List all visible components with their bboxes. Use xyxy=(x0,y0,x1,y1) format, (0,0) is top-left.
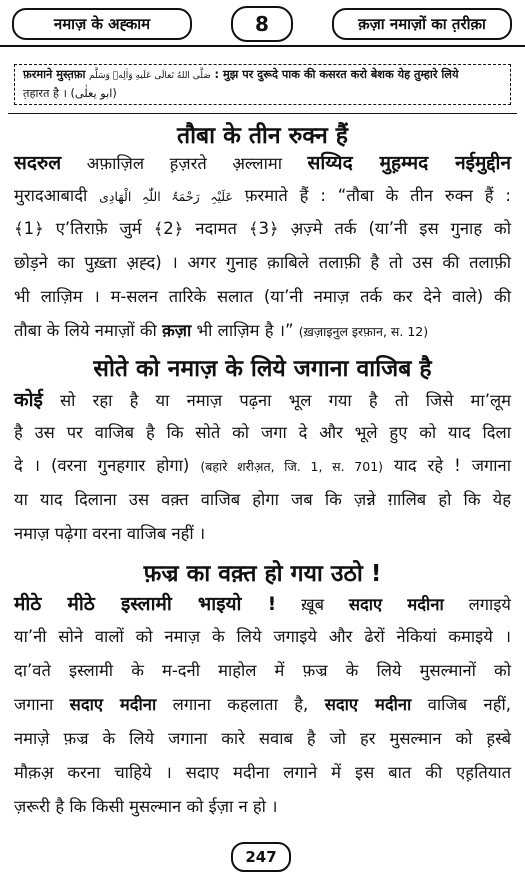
body-text: या याद दिलाना उस वक़्त वाजिब होगा जब कि ज़न्ने ग़ालिब हो कि येह xyxy=(14,490,511,509)
text-line xyxy=(14,386,511,412)
notice-arabic-salutation: صَلَّى اللهُ تَعالَى عَلَيهِ وَاٰلِهٖ وَسَلَّم xyxy=(89,71,211,81)
text-line xyxy=(14,624,511,647)
emphasis-text: सदाए मदीना xyxy=(69,695,157,714)
body-text: मौक़अ़ करना चाहिये । सदाए मदीना लगाने में इस बात की एह़तियात xyxy=(14,763,511,782)
body-text: ख़ूब xyxy=(276,595,349,614)
header-chapter-number: 8 xyxy=(231,6,293,42)
body-text: जगाना xyxy=(14,695,70,714)
text-line xyxy=(14,590,511,616)
emphasis-text: सदाए मदीना xyxy=(348,595,444,614)
body-text: अफ़ाज़िल ह़ज़रते अ़ल्लामा xyxy=(61,154,308,173)
text-line xyxy=(14,284,511,307)
hadith-notice-box xyxy=(14,64,511,105)
notice-line-2: त़हारत है । (ابو یعلٰی) xyxy=(23,87,117,100)
notice-line-1 xyxy=(23,66,502,85)
section-heading: तौबा के तीन रुक्न हैं xyxy=(176,123,349,149)
citation-text: (ख़ज़ाइनुल इरफ़ान, स. 12) xyxy=(298,324,429,339)
body-text: भी लाज़िम । म-सलन तारिके सलात (या’नी नमाज़ तर्क कर देने वाले) की xyxy=(14,287,511,306)
text-line xyxy=(14,692,511,715)
body-text: फ़रमाते हैं : “तौबा के तीन रुक्न हैं : xyxy=(232,186,511,205)
text-line xyxy=(14,183,511,206)
body-text: तौबा के लिये नमाज़ों की xyxy=(14,321,163,340)
body-text: दा’वते इस्लामी के म-दनी माहोल में फ़ज्र के लिये मुसल्मानों को xyxy=(14,661,511,680)
body-text: है उस पर वाजिब है कि सोते को जगा दे और भूले हुए को याद दिला xyxy=(14,423,511,442)
citation-text: عَلَیْہِ رَحْمَۃُ اللّٰہِ الْھَادِی xyxy=(99,189,233,204)
notice-divider xyxy=(8,113,517,114)
text-line xyxy=(14,420,511,443)
citation-text: (बहारे शरीअ़त, जि. 1, स. 701) xyxy=(200,459,384,474)
body-text: ज़रूरी है कि किसी मुसल्मान को ईज़ा न हो । xyxy=(14,797,278,816)
header-divider xyxy=(0,45,525,47)
header-chapter-title: क़ज़ा नमाज़ों का त़रीक़ा xyxy=(332,8,512,40)
emphasis-text: मीठे मीठे इस्लामी भाइयो ! xyxy=(14,593,277,615)
section-heading: सोते को नमाज़ के लिये जगाना वाजिब है xyxy=(93,356,432,382)
body-text: वाजिब नहीं, xyxy=(411,695,511,714)
body-text: या’नी सोने वालों को नमाज़ के लिये जगाइये और ढेरों नेकियां कमाइये । xyxy=(14,627,511,646)
text-line xyxy=(14,760,511,783)
body-text: नमाज़ पढ़ेगा वरना वाजिब नहीं । xyxy=(14,524,206,543)
body-text: दे । (वरना गुनहगार होगा) xyxy=(14,456,201,475)
emphasis-text: सय्यिद मुह़म्मद नईमुद्दीन xyxy=(307,152,511,174)
text-line xyxy=(14,658,511,681)
body-text: लगाना कहलाता है, xyxy=(156,695,325,714)
body-text: छोड़ने का पुख़्ता अ़ह्द) । अगर गुनाह क़ाबिले तलाफ़ी है तो उस की तलाफ़ी xyxy=(14,253,511,272)
text-line xyxy=(14,726,511,749)
text-line xyxy=(14,487,511,510)
notice-text-1: : मुझ पर दुरूदे पाक की कसरत करो बेशक येह तुम्हारे लिये xyxy=(214,68,459,81)
notice-label: फ़रमाने मुस्त़फ़ा xyxy=(23,68,86,81)
page-number: 247 xyxy=(231,842,291,872)
body-text: भी लाज़िम है ।” xyxy=(191,321,299,340)
body-text: मुरादआबादी xyxy=(14,186,100,205)
text-line xyxy=(14,318,511,341)
section-heading: फ़ज्र का वक़्त हो गया उठो ! xyxy=(143,561,382,587)
text-line xyxy=(14,250,511,273)
emphasis-text: क़ज़ा xyxy=(162,321,192,340)
text-line xyxy=(14,149,511,175)
emphasis-text: कोई xyxy=(14,389,43,411)
body-text: लगाइये xyxy=(443,595,511,614)
body-text: नमाज़े फ़ज्र के लिये जगाना कारे सवाब है जो हर मुसल्मान को ह़स्बे xyxy=(14,729,511,748)
text-line xyxy=(14,453,511,476)
text-line xyxy=(14,521,511,544)
emphasis-text: सदरुल xyxy=(14,152,62,174)
body-text: याद रहे ! जगाना xyxy=(383,456,511,475)
text-line xyxy=(14,794,511,817)
emphasis-text: सदाए मदीना xyxy=(324,695,412,714)
body-text: ﴾1﴿ ए’तिराफ़े जुर्म ﴾2﴿ नदामत ﴾3﴿ अ़ज़्मे तर्क (या’नी इस गुनाह को xyxy=(14,219,511,238)
header-book-title: नमाज़ के अह्काम xyxy=(12,8,192,40)
text-line xyxy=(14,216,511,239)
body-text: सो रहा है या नमाज़ पढ़ना भूल गया है तो जिसे मा’लूम xyxy=(42,391,511,410)
